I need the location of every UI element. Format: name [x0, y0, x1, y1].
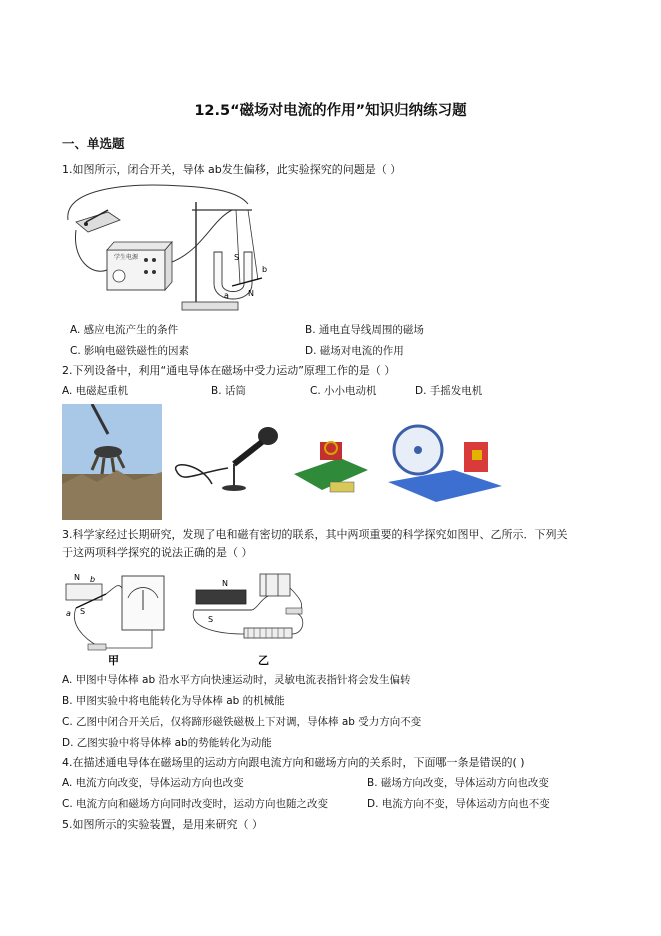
- yi-rheostat: [244, 628, 292, 638]
- q1-switch-terminal: [84, 222, 88, 226]
- jia-label-s: S: [80, 607, 86, 616]
- q1-option-b: B. 通电直导线周围的磁场: [305, 324, 424, 336]
- q1-label-b: b: [262, 265, 268, 274]
- page-title: 12.5“磁场对电流的作用”知识归纳练习题: [194, 103, 467, 119]
- q3-figure-yi: [188, 568, 322, 668]
- jia-label-a: a: [66, 609, 71, 618]
- q1-stem: 1.如图所示，闭合开关，导体 ab发生偏移，此实验探究的问题是（ ）: [62, 163, 402, 176]
- q2-image-motor: [290, 420, 370, 502]
- generator-coil: [472, 450, 482, 460]
- q1-option-a: A. 感应电流产生的条件: [70, 324, 179, 336]
- yi-caption: 乙: [258, 654, 269, 667]
- q3-option-c: C. 乙图中闭合开关后，仅将蹄形磁铁磁极上下对调，导体棒 ab 受力方向不变: [62, 716, 422, 728]
- q3-option-b: B. 甲图实验中将电能转化为导体棒 ab 的机械能: [62, 695, 285, 707]
- q1-wire-top: [68, 185, 248, 220]
- crane-scrap-top: [62, 470, 162, 520]
- q2-option-c: C. 小小电动机: [310, 385, 377, 397]
- q2-stem: 2.下列设备中，利用“通电导体在磁场中受力运动”原理工作的是（ ）: [62, 364, 396, 377]
- q1-label-n: N: [248, 289, 254, 298]
- q1-option-c: C. 影响电磁铁磁性的因素: [70, 345, 190, 357]
- jia-label-n: N: [74, 573, 80, 582]
- q5-stem: 5.如图所示的实验装置，是用来研究（ ）: [62, 818, 263, 831]
- q3-figure-jia: [62, 568, 174, 668]
- q2-option-a: A. 电磁起重机: [62, 385, 129, 397]
- motor-battery: [330, 482, 354, 492]
- jia-caption: 甲: [108, 654, 119, 667]
- q1-figure: [62, 180, 294, 320]
- q2-image-crane: [62, 404, 162, 520]
- q4-option-b: B. 磁场方向改变，导体运动方向也改变: [367, 777, 549, 789]
- q4-option-a: A. 电流方向改变，导体运动方向也改变: [62, 777, 244, 789]
- q2-image-microphone: [172, 424, 284, 496]
- q1-option-d: D. 磁场对电流的作用: [305, 345, 404, 357]
- section-heading: 一、单选题: [62, 136, 125, 151]
- q1-label-s: S: [234, 253, 240, 262]
- q1-knob-2: [152, 258, 156, 262]
- jia-magnet: [66, 584, 102, 600]
- q1-knob-1: [144, 258, 148, 262]
- q2-option-d: D. 手摇发电机: [415, 385, 483, 397]
- yi-magnet: [196, 590, 246, 604]
- q2-option-b: B. 话筒: [211, 385, 246, 397]
- q4-stem: 4.在描述通电导体在磁场里的运动方向跟电流方向和磁场方向的关系时，下面哪一条是错误的( ): [62, 756, 525, 769]
- q1-device-label: 学生电源: [114, 254, 139, 261]
- q1-power-supply-top: [107, 242, 172, 250]
- q3-stem-line2: 于这两项科学探究的说法正确的是（ ）: [62, 546, 253, 559]
- yi-switch: [286, 608, 302, 614]
- yi-label-s: S: [208, 615, 214, 624]
- yi-label-n: N: [222, 579, 228, 588]
- yi-battery: [260, 574, 290, 596]
- motor-magnet: [320, 442, 342, 460]
- q1-knob-3: [144, 270, 148, 274]
- q1-wire-left: [75, 230, 107, 271]
- generator-hub: [414, 446, 422, 454]
- q3-stem-line1: 3.科学家经过长期研究，发现了电和磁有密切的联系，其中两项重要的科学探究如图甲、乙所示．下列关: [62, 528, 568, 541]
- q2-image-generator: [384, 412, 506, 504]
- q1-stand-base: [182, 302, 238, 310]
- mic-base: [222, 485, 246, 491]
- q1-knob-4: [152, 270, 156, 274]
- q4-option-d: D. 电流方向不变，导体运动方向也不变: [367, 798, 550, 810]
- q1-dial: [113, 270, 125, 282]
- jia-switch: [88, 644, 106, 650]
- q3-option-a: A. 甲图中导体棒 ab 沿水平方向快速运动时，灵敏电流表指针将会发生偏转: [62, 674, 411, 686]
- q4-option-c: C. 电流方向和磁场方向同时改变时，运动方向也随之改变: [62, 798, 329, 810]
- q1-wire-right: [172, 210, 232, 262]
- q1-power-supply-side: [165, 242, 172, 290]
- q1-horseshoe-magnet: [214, 252, 252, 299]
- q3-option-d: D. 乙图实验中将导体棒 ab的势能转化为动能: [62, 737, 272, 749]
- jia-label-b: b: [90, 575, 96, 584]
- q1-hanging-wire-1: [236, 210, 240, 284]
- q1-label-a: a: [224, 291, 229, 300]
